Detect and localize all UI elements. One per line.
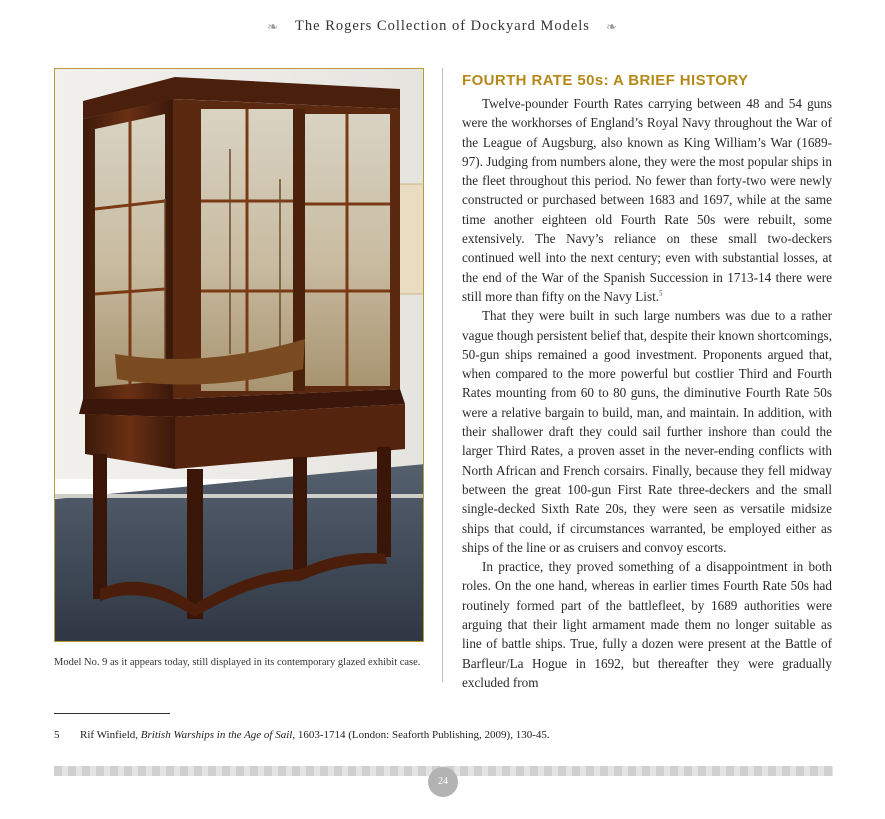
footnote-text — [80, 729, 550, 741]
page-number: 24 — [428, 767, 458, 797]
column-divider — [442, 68, 443, 682]
ornament-right-icon: ❧ — [605, 18, 618, 34]
footnote — [54, 729, 550, 741]
figure-caption: Model No. 9 as it appears today, still displayed in its contemporary glazed exhibit case. — [54, 657, 421, 668]
ornament-left-icon: ❧ — [267, 18, 280, 34]
footnote-book-title: British Warships in the Age of Sail — [140, 729, 293, 741]
paragraph-3: In practice, they proved something of a disappointment in both roles. On the one hand, whereas in earlier times Fourth Rate 50s had routinely formed part of the battlefleet, by 1689 authorities were arguing that their light armament made them no longer suitable as line of battle ships. True, fully a dozen were present at the Battle of Barfleur/La Hogue in 1692, but thereafter they were gradually excluded from — [462, 559, 832, 690]
footnote-ref[interactable]: 5 — [659, 289, 663, 298]
footnote-publication: , 1603-1714 (London: Seaforth Publishing, 2009), 130-45. — [292, 729, 550, 741]
footnote-rule — [54, 713, 170, 714]
footnote-number: 5 — [54, 729, 60, 741]
paragraph-2: That they were built in such large numbers was due to a rather vague though persistent belief that, despite their known shortcomings, 50-gun ships remained a good investment. Proponents argued that, when compared to the more powerful but costlier Third and Fourth Rates mounting from 60 to 80 guns, the diminutive Fourth Rate 50s were a relative bargain to build, man, and maintain. In addition, with their shallower draft they could sail further inshore than could the larger Third Rates, a proven asset in the never-ending conflicts with North African and French corsairs. Finally, because they fell midway between the great 100-gun First Rate three-deckers and the small single-decked Sixth Rate 20s, they were seen as versatile midsize ships that could, if circumstances warranted, be employed either as ships of the line or as cruisers and convoy escorts. — [462, 308, 832, 555]
paragraph-1 — [462, 94, 832, 306]
running-head-title: The Rogers Collection of Dockyard Models — [295, 18, 590, 34]
section-heading: FOURTH RATE 50s: A BRIEF HISTORY — [462, 72, 749, 89]
model-display-case-photo — [54, 68, 424, 642]
paragraph-1-text: Twelve-pounder Fourth Rates carrying between 48 and 54 guns were the workhorses of England’s Royal Navy throughout the War of the League of Augsburg, also known as King William’s War (1689-97). Judging from numbers alone, they were the most popular ships in the fleet throughout this period. No fewer than forty-two were newly constructed or purchased between 1683 and 1697, while at the same time another eighteen old Fourth Rate 50s were rebuilt, some extensively. The Navy’s reliance on these small two-deckers continued well into the next century; even with substantial losses, at the end of the War of the Spanish Succession in 1713-14 there were still more than fifty on the Navy List. — [462, 96, 832, 304]
body-text — [462, 94, 832, 692]
running-head — [0, 18, 885, 35]
footnote-author: Rif Winfield, — [80, 729, 139, 741]
